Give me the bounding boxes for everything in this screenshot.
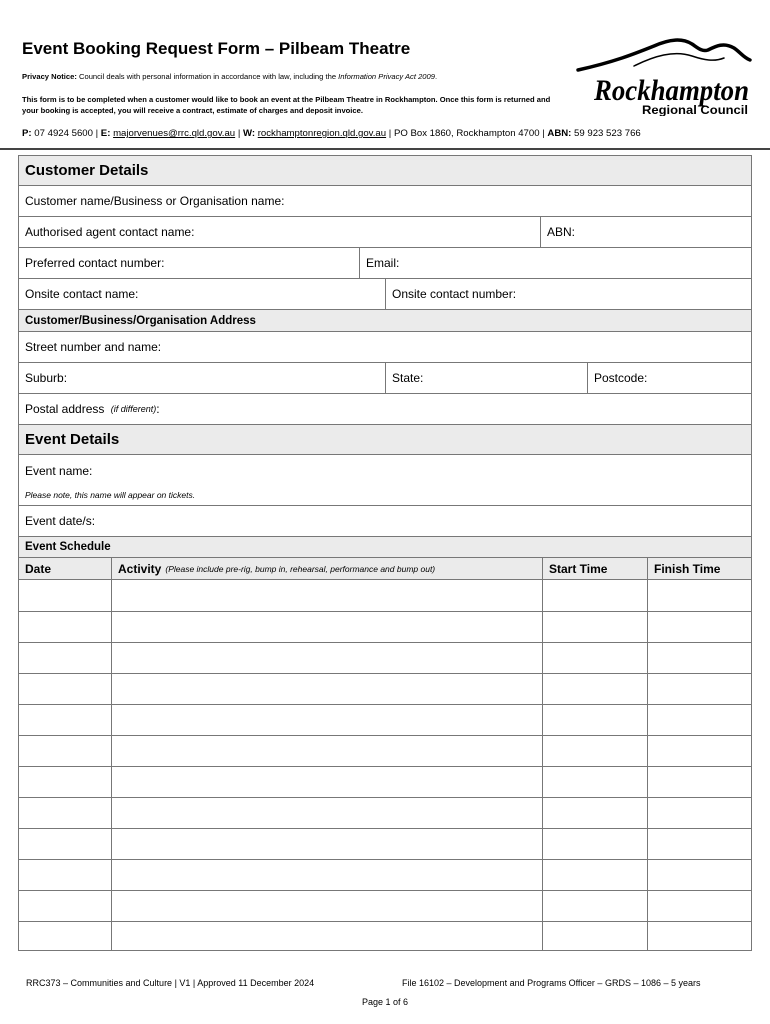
field-label: Onsite contact number: [392, 287, 517, 301]
start-time-cell[interactable] [542, 890, 647, 921]
date-cell[interactable] [19, 890, 111, 921]
finish-time-cell[interactable] [647, 859, 753, 890]
column-header-start: Start Time [542, 558, 647, 579]
date-cell[interactable] [19, 859, 111, 890]
date-cell[interactable] [19, 735, 111, 766]
abn-number: 59 923 523 766 [574, 128, 641, 139]
privacy-label: Privacy Notice: [22, 72, 77, 81]
preferred-number-field[interactable] [19, 248, 359, 278]
finish-time-cell[interactable] [647, 580, 753, 611]
separator: | [237, 128, 241, 139]
separator: | [388, 128, 392, 139]
event-name-row [18, 454, 752, 506]
field-label: Street number and name: [25, 340, 162, 354]
start-time-cell[interactable] [542, 828, 647, 859]
activity-cell[interactable] [111, 921, 542, 952]
activity-cell[interactable] [111, 797, 542, 828]
web-label: W: [242, 128, 256, 139]
event-details-header [18, 424, 752, 455]
activity-cell[interactable] [111, 611, 542, 642]
event-dates-row [18, 505, 752, 537]
field-label: Suburb: [25, 371, 68, 385]
field-label: Onsite contact name: [25, 287, 139, 301]
event-name-field[interactable] [19, 455, 751, 487]
email-label: E: [100, 128, 111, 139]
subsection-heading: Customer/Business/Organisation Address [25, 314, 256, 327]
privacy-notice [22, 72, 437, 81]
activity-cell[interactable] [111, 859, 542, 890]
po-box: PO Box 1860, Rockhampton 4700 [393, 128, 540, 139]
form-reference: RRC373 – Communities and Culture | V1 | Approved 11 December 2024 [26, 978, 315, 988]
start-time-cell[interactable] [542, 642, 647, 673]
file-reference: File 16102 – Development and Programs Officer – GRDS – 1086 – 5 years [402, 978, 701, 988]
column-header-activity-note: (Please include pre-rig, bump in, rehearsal, performance and bump out) [165, 563, 436, 574]
onsite-row [18, 278, 752, 310]
subsection-heading: Event Schedule [25, 541, 111, 553]
postal-address-field[interactable] [19, 394, 751, 424]
date-cell[interactable] [19, 828, 111, 859]
field-label: Postcode: [594, 371, 648, 385]
website-link[interactable]: rockhamptonregion.qld.gov.au [257, 128, 387, 139]
date-cell[interactable] [19, 766, 111, 797]
finish-time-cell[interactable] [647, 611, 753, 642]
activity-cell[interactable] [111, 890, 542, 921]
phone-number: 07 4924 5600 [34, 128, 93, 139]
postal-row [18, 393, 752, 425]
start-time-cell[interactable] [542, 735, 647, 766]
onsite-number-field[interactable] [385, 279, 751, 309]
finish-time-cell[interactable] [647, 704, 753, 735]
activity-cell[interactable] [111, 642, 542, 673]
field-label: Email: [366, 256, 400, 270]
field-label: Event date/s: [25, 514, 96, 528]
date-cell[interactable] [19, 673, 111, 704]
date-cell[interactable] [19, 580, 111, 611]
council-logo [574, 34, 754, 116]
activity-cell[interactable] [111, 766, 542, 797]
start-time-cell[interactable] [542, 797, 647, 828]
agent-row [18, 216, 752, 248]
column-header-finish: Finish Time [647, 558, 751, 579]
finish-time-cell[interactable] [647, 642, 753, 673]
finish-time-cell[interactable] [647, 735, 753, 766]
activity-cell[interactable] [111, 673, 542, 704]
email-field[interactable] [359, 248, 751, 278]
intro-text: This form is to be completed when a customer would like to book an event at the Pilbeam Theatre in Rockhampton. Once this form is returned and your booking is accepted, you will receive a contract, estimate of charges and deposit invoice. [22, 95, 551, 115]
finish-time-cell[interactable] [647, 921, 753, 952]
field-label: Customer name/Business or Organisation name: [25, 194, 285, 208]
abn-label: ABN: [547, 128, 572, 139]
schedule-table [18, 579, 752, 951]
state-field[interactable] [385, 363, 587, 393]
finish-time-cell[interactable] [647, 797, 753, 828]
street-field[interactable] [19, 332, 751, 362]
phone-label: P: [22, 128, 32, 139]
date-cell[interactable] [19, 704, 111, 735]
field-label: Event name: [25, 464, 93, 478]
street-row [18, 331, 752, 363]
column-header-activity [111, 558, 542, 579]
customer-details-header [18, 155, 752, 186]
section-heading: Customer Details [25, 162, 149, 179]
date-cell[interactable] [19, 797, 111, 828]
field-label: Authorised agent contact name: [25, 225, 195, 239]
postcode-field[interactable] [587, 363, 751, 393]
field-label: Postal address [25, 402, 108, 416]
activity-cell[interactable] [111, 828, 542, 859]
finish-time-cell[interactable] [647, 673, 753, 704]
start-time-cell[interactable] [542, 859, 647, 890]
date-cell[interactable] [19, 611, 111, 642]
field-note: (if different) [110, 404, 157, 414]
separator: | [542, 128, 545, 139]
suburb-row [18, 362, 752, 394]
field-label: ABN: [547, 225, 576, 239]
address-header [18, 309, 752, 332]
field-colon: : [156, 402, 160, 416]
privacy-end: . [434, 72, 438, 81]
start-time-cell[interactable] [542, 580, 647, 611]
privacy-act: Information Privacy Act 2009 [338, 72, 435, 81]
date-cell[interactable] [19, 921, 111, 952]
logo-subtitle: Regional Council [642, 103, 748, 116]
suburb-field[interactable] [19, 363, 385, 393]
finish-time-cell[interactable] [647, 890, 753, 921]
field-label: State: [392, 371, 424, 385]
email-link[interactable]: majorvenues@rrc.qld.gov.au [113, 128, 236, 139]
event-dates-field[interactable] [19, 506, 751, 536]
customer-name-row [18, 185, 752, 217]
contact-row [18, 247, 752, 279]
customer-name-field[interactable] [19, 186, 751, 216]
finish-time-cell[interactable] [647, 766, 753, 797]
logo-wordmark: Rockhampton [593, 74, 749, 107]
section-heading: Event Details [25, 431, 120, 448]
start-time-cell[interactable] [542, 704, 647, 735]
date-cell[interactable] [19, 642, 111, 673]
page-number: Page 1 of 6 [361, 997, 409, 1007]
header-divider [0, 148, 770, 150]
schedule-column-headers [18, 557, 752, 580]
column-header-activity-label: Activity [118, 561, 162, 576]
start-time-cell[interactable] [542, 921, 647, 952]
finish-time-cell[interactable] [647, 828, 753, 859]
agent-name-field[interactable] [19, 217, 540, 247]
activity-cell[interactable] [111, 735, 542, 766]
onsite-name-field[interactable] [19, 279, 385, 309]
activity-cell[interactable] [111, 580, 542, 611]
start-time-cell[interactable] [542, 611, 647, 642]
start-time-cell[interactable] [542, 766, 647, 797]
page-title: Event Booking Request Form – Pilbeam Theatre [22, 39, 411, 58]
abn-field[interactable] [540, 217, 751, 247]
event-name-note: Please note, this name will appear on tickets. [25, 490, 196, 500]
activity-cell[interactable] [111, 704, 542, 735]
column-header-date: Date [25, 561, 52, 576]
schedule-header [18, 536, 752, 558]
privacy-text: Council deals with personal information in accordance with law, including the [76, 72, 339, 81]
separator: | [95, 128, 99, 139]
contact-bar [22, 128, 641, 139]
start-time-cell[interactable] [542, 673, 647, 704]
field-label: Preferred contact number: [25, 256, 165, 270]
